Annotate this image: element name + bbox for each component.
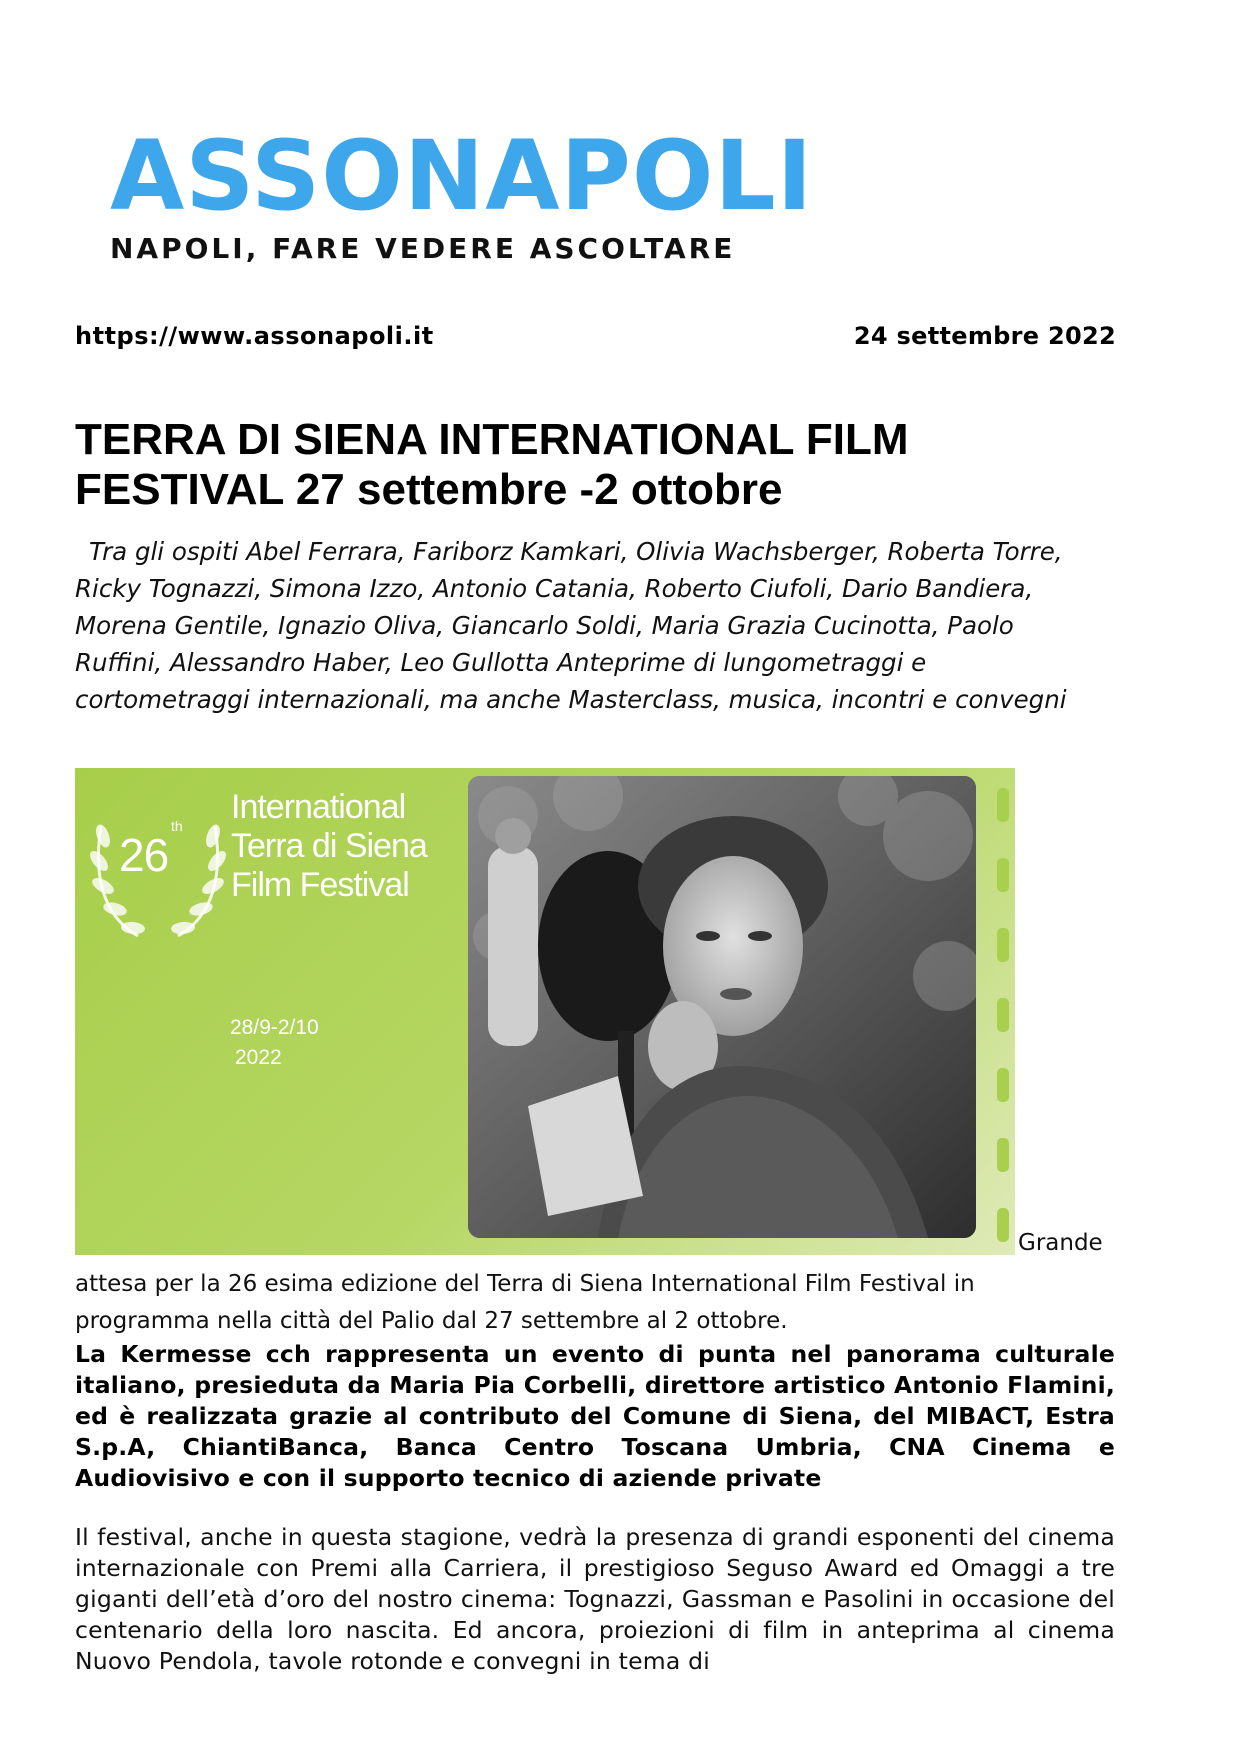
poster-dates (230, 1013, 319, 1073)
poster-dates-range: 28/9-2/10 (230, 1016, 319, 1039)
poster-title-line-2: Terra di Siena (231, 827, 427, 865)
festival-poster-image (75, 768, 1015, 1255)
body-paragraph: Il festival, anche in questa stagione, vedrà la presenza di grandi esponenti del cinema internazionale con Premi alla Carriera, il prestigioso Seguso Award ed Omaggi a tre giganti dell’età d’oro del nostro cinema: Tognazzi, Gassman e Pasolini in occasione del centenario della loro nascita. Ed ancora, proiezioni di film in anteprima al cinema Nuovo Pendola, tavole rotonde e convegni in tema di (75, 1523, 1115, 1675)
film-sprockets-icon (991, 768, 1015, 1255)
publication-date: 24 settembre 2022 (853, 322, 1116, 350)
subtitle-line-2: Ricky Tognazzi, Simona Izzo, Antonio Catania, Roberto Ciufoli, Dario Bandiera, (75, 574, 1034, 603)
poster-title-line-1: International (231, 788, 406, 826)
subtitle-line-4: Ruffini, Alessandro Haber, Leo Gullotta Anteprime di lungometraggi e (75, 648, 927, 677)
subtitle-line-1: Tra gli ospiti Abel Ferrara, Fariborz Kamkari, Olivia Wachsberger, Roberta Torre, (89, 537, 1063, 566)
poster-edition-suffix: th (171, 818, 183, 834)
brand-name: ASSONAPOLI (110, 120, 814, 232)
brand-logo (110, 120, 814, 265)
lede-line-2: programma nella città del Palio dal 27 settembre al 2 ottobre. (75, 1308, 788, 1334)
subtitle-line-3: Morena Gentile, Ignazio Oliva, Giancarlo Soldi, Maria Grazia Cucinotta, Paolo (75, 611, 1014, 640)
film-still-icon (468, 776, 976, 1238)
poster-title (231, 788, 431, 905)
headline-line-1: TERRA DI SIENA INTERNATIONAL FILM (75, 415, 909, 464)
paragraph-start-word: Grande (1018, 1230, 1103, 1256)
lede-paragraph (75, 1266, 1135, 1340)
article-headline (75, 415, 1075, 515)
brand-tagline: NAPOLI, FARE VEDERE ASCOLTARE (110, 232, 736, 265)
subtitle-line-5: cortometraggi internazionali, ma anche Masterclass, musica, incontri e convegni (75, 685, 1067, 714)
article-subtitle (75, 533, 1135, 718)
poster-edition-number: 26 (119, 829, 169, 881)
poster-dates-year: 2022 (235, 1046, 282, 1069)
source-url[interactable]: https://www.assonapoli.it (75, 322, 434, 350)
headline-line-2: FESTIVAL 27 settembre -2 ottobre (75, 465, 783, 514)
poster-title-line-3: Film Festival (231, 866, 409, 904)
bold-paragraph: La Kermesse cch rappresenta un evento di punta nel panorama culturale italiano, presieduta da Maria Pia Corbelli, direttore artistico Antonio Flamini, ed è realizzata grazie al contributo del Comune di Siena, del MIBACT, Estra S.p.A, ChiantiBanca, Banca Centro Toscana Umbria, CNA Cinema e Audiovisivo e con il supporto tecnico di aziende private (75, 1340, 1115, 1492)
film-still-photo (468, 776, 976, 1238)
lede-line-1: attesa per la 26 esima edizione del Terra di Siena International Film Festival in (75, 1271, 975, 1297)
